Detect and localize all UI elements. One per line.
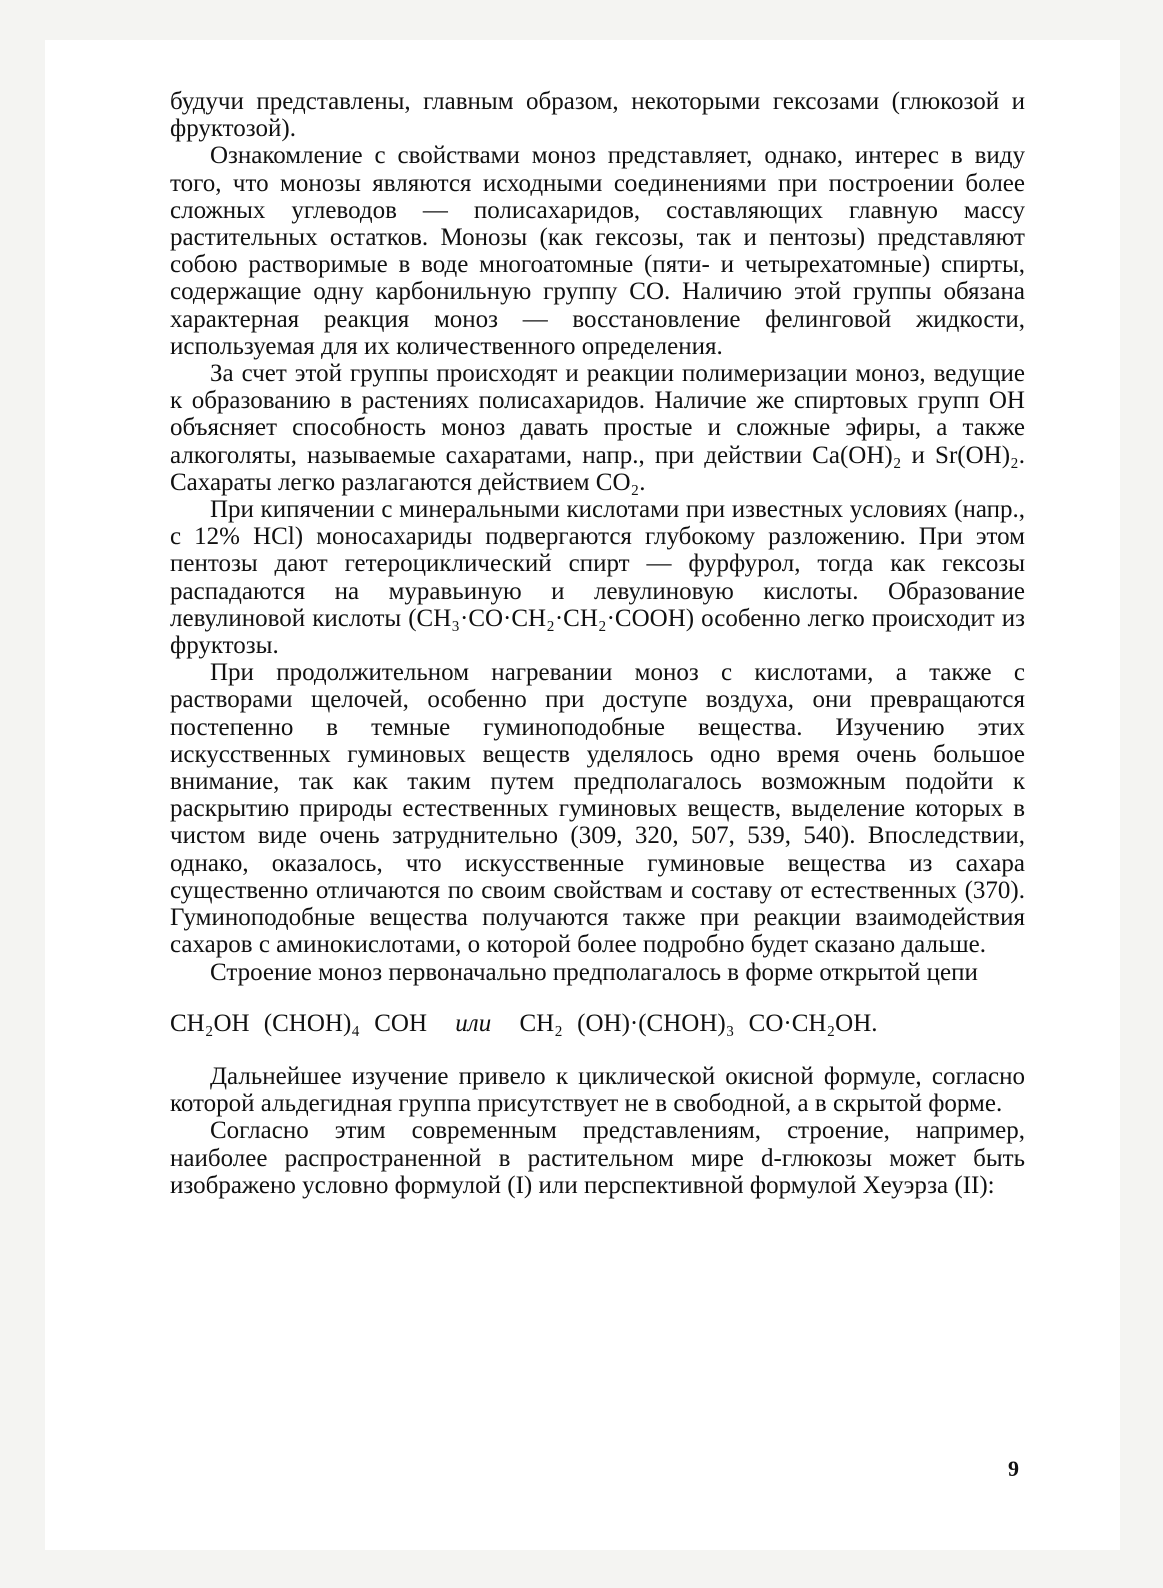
paragraph-3: За счет этой группы происходят и реакции полимеризации моноз, ведущие к образованию в растениях полисахаридов. Наличие же спиртовых групп OH объясняет способность моноз давать простые и сложные эфиры, а также алкоголяты, называемые сахаратами, напр., при действии Ca(OH)₂ и Sr(OH)₂. Сахараты легко разлагаются действием CO₂. bbox=[170, 360, 1025, 496]
formula-open-chain-aldehyde: CH₂OH (CHOH)₄ COH bbox=[170, 1009, 428, 1037]
page-number: 9 bbox=[1008, 1456, 1019, 1481]
chemical-formula-line bbox=[170, 1010, 1025, 1037]
formula-open-chain-ketone: CH₂ (OH)·(CHOH)₃ CO·CH₂OH. bbox=[519, 1009, 878, 1037]
paragraph-5: При продолжительном нагревании моноз с кислотами, а также с растворами щелочей, особенно при доступе воздуха, они превращаются постепенно в темные гуминоподобные вещества. Изучению этих искусственных гуминовых веществ уделялось одно время очень большое внимание, так как таким путем предполагалось возможным подойти к раскрытию природы естественных гуминовых веществ, выделение которых в чистом виде очень затруднительно (309, 320, 507, 539, 540). Впоследствии, однако, оказалось, что искусственные гуминовые вещества из сахара существенно отличаются по своим свойствам и составу от естественных (370). Гуминоподобные вещества получаются также при реакции взаимодействия сахаров с аминокислотами, о которой более подробно будет сказано дальше. bbox=[170, 659, 1025, 959]
formula-connector: или bbox=[455, 1009, 492, 1037]
paragraph-4: При кипячении с минеральными кислотами при известных условиях (напр., с 12% HCl) моносахариды подвергаются глубокому разложению. При этом пентозы дают гетероциклический спирт — фурфурол, тогда как гексозы распадаются на муравьиную и левулиновую кислоты. Образование левулиновой кислоты (CH₃·CO·CH₂·CH₂·COOH) особенно легко происходит из фруктозы. bbox=[170, 496, 1025, 660]
body-text bbox=[170, 88, 1025, 1199]
paragraph-8: Согласно этим современным представлениям, строение, например, наиболее распространенной в растительном мире d-глюкозы может быть изображено условно формулой (I) или перспективной формулой Хеуэрза (II): bbox=[170, 1117, 1025, 1199]
paragraph-7: Дальнейшее изучение привело к циклической окисной формуле, согласно которой альдегидная группа присутствует не в свободной, а в скрытой форме. bbox=[170, 1062, 1025, 1118]
paragraph-6: Строение моноз первоначально предполагалось в форме открытой цепи bbox=[210, 958, 978, 986]
paragraph-2: Ознакомление с свойствами моноз представляет, однако, интерес в виду того, что монозы являются исходными соединениями при построении более сложных углеводов — полисахаридов, составляющих главную массу растительных остатков. Монозы (как гексозы, так и пентозы) представляют собою растворимые в воде многоатомные (пяти- и четырехатомные) спирты, содержащие одну карбонильную группу CO. Наличию этой группы обязана характерная реакция моноз — восстановление фелинговой жидкости, используемая для их количественного определения. bbox=[170, 142, 1025, 360]
paragraph-1: будучи представлены, главным образом, некоторыми гексозами (глюкозой и фруктозой). bbox=[170, 88, 1025, 143]
